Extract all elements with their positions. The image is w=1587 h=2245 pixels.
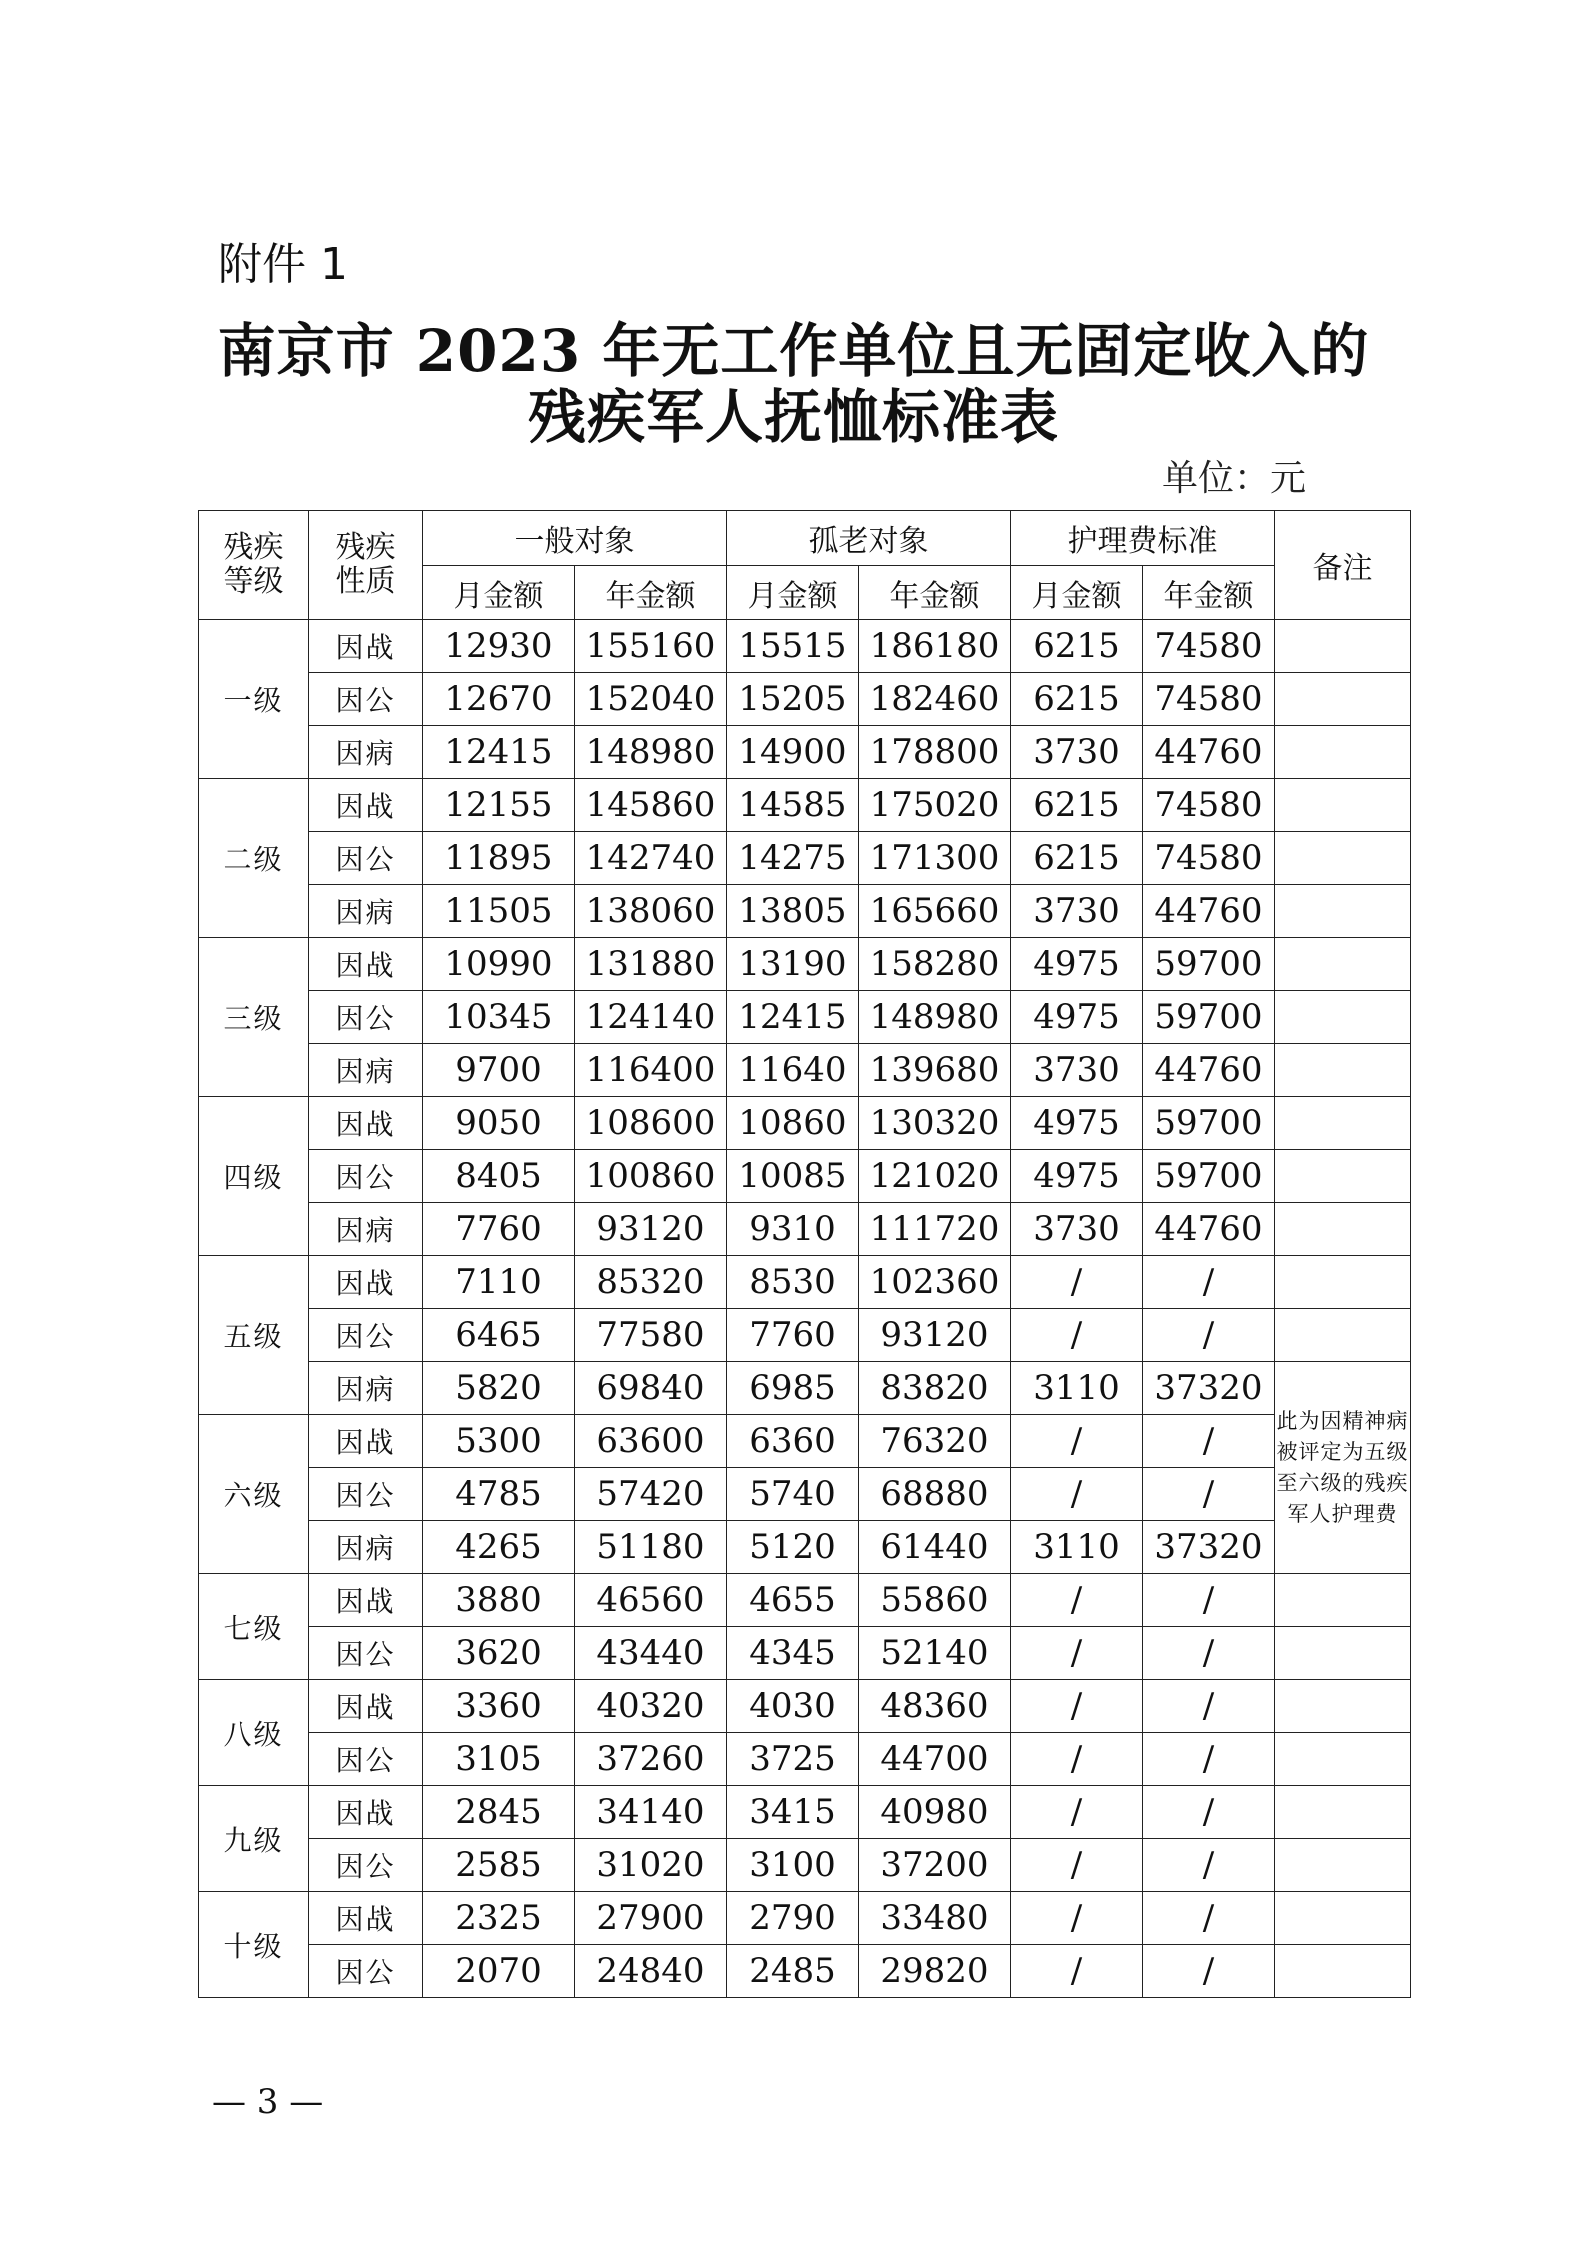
value-cell: 124140 bbox=[575, 991, 727, 1044]
remark-cell bbox=[1275, 673, 1411, 726]
value-cell: 3360 bbox=[423, 1680, 575, 1733]
value-cell: 15205 bbox=[727, 673, 859, 726]
value-cell: 3880 bbox=[423, 1574, 575, 1627]
grade-cell: 七级 bbox=[199, 1574, 309, 1680]
value-cell: 6360 bbox=[727, 1415, 859, 1468]
table-row bbox=[199, 991, 1411, 1044]
value-cell: / bbox=[1011, 1733, 1143, 1786]
value-cell: 4655 bbox=[727, 1574, 859, 1627]
value-cell: 3730 bbox=[1011, 1203, 1143, 1256]
table-row bbox=[199, 620, 1411, 673]
nature-cell: 因公 bbox=[309, 1468, 423, 1521]
nature-cell: 因公 bbox=[309, 1733, 423, 1786]
nature-cell: 因病 bbox=[309, 726, 423, 779]
value-cell: 55860 bbox=[859, 1574, 1011, 1627]
value-cell: / bbox=[1143, 1680, 1275, 1733]
value-cell: 171300 bbox=[859, 832, 1011, 885]
nature-cell: 因病 bbox=[309, 885, 423, 938]
table-row bbox=[199, 1627, 1411, 1680]
value-cell: 145860 bbox=[575, 779, 727, 832]
nature-cell: 因公 bbox=[309, 1150, 423, 1203]
value-cell: 2790 bbox=[727, 1892, 859, 1945]
header-general: 一般对象 bbox=[423, 511, 727, 566]
value-cell: 158280 bbox=[859, 938, 1011, 991]
value-cell: 116400 bbox=[575, 1044, 727, 1097]
value-cell: 165660 bbox=[859, 885, 1011, 938]
value-cell: 148980 bbox=[859, 991, 1011, 1044]
value-cell: 46560 bbox=[575, 1574, 727, 1627]
value-cell: 138060 bbox=[575, 885, 727, 938]
value-cell: 178800 bbox=[859, 726, 1011, 779]
value-cell: 12155 bbox=[423, 779, 575, 832]
value-cell: / bbox=[1011, 1468, 1143, 1521]
remark-cell bbox=[1275, 938, 1411, 991]
value-cell: 44760 bbox=[1143, 726, 1275, 779]
value-cell: 31020 bbox=[575, 1839, 727, 1892]
grade-cell: 九级 bbox=[199, 1786, 309, 1892]
table-row bbox=[199, 1468, 1411, 1521]
nature-cell: 因公 bbox=[309, 991, 423, 1044]
value-cell: 4030 bbox=[727, 1680, 859, 1733]
remark-cell bbox=[1275, 1044, 1411, 1097]
value-cell: 186180 bbox=[859, 620, 1011, 673]
remark-cell bbox=[1275, 1945, 1411, 1998]
value-cell: 5300 bbox=[423, 1415, 575, 1468]
remark-cell bbox=[1275, 1680, 1411, 1733]
value-cell: / bbox=[1143, 1309, 1275, 1362]
remark-cell bbox=[1275, 832, 1411, 885]
nature-cell: 因战 bbox=[309, 1786, 423, 1839]
value-cell: 74580 bbox=[1143, 832, 1275, 885]
value-cell: 3730 bbox=[1011, 726, 1143, 779]
value-cell: 3105 bbox=[423, 1733, 575, 1786]
value-cell: 9310 bbox=[727, 1203, 859, 1256]
value-cell: 68880 bbox=[859, 1468, 1011, 1521]
value-cell: 182460 bbox=[859, 673, 1011, 726]
value-cell: / bbox=[1011, 1786, 1143, 1839]
nature-cell: 因战 bbox=[309, 620, 423, 673]
nature-cell: 因公 bbox=[309, 832, 423, 885]
value-cell: 108600 bbox=[575, 1097, 727, 1150]
page-number: — 3 — bbox=[212, 2082, 324, 2122]
nature-cell: 因公 bbox=[309, 1945, 423, 1998]
value-cell: 130320 bbox=[859, 1097, 1011, 1150]
nature-cell: 因病 bbox=[309, 1521, 423, 1574]
value-cell: 4975 bbox=[1011, 1097, 1143, 1150]
table-row bbox=[199, 1680, 1411, 1733]
value-cell: 6215 bbox=[1011, 673, 1143, 726]
value-cell: / bbox=[1143, 1468, 1275, 1521]
header-nursing-annual: 年金额 bbox=[1143, 566, 1275, 620]
remark-cell bbox=[1275, 1733, 1411, 1786]
value-cell: 4345 bbox=[727, 1627, 859, 1680]
document-title bbox=[0, 318, 1587, 450]
table-row bbox=[199, 885, 1411, 938]
value-cell: 4975 bbox=[1011, 991, 1143, 1044]
value-cell: 2070 bbox=[423, 1945, 575, 1998]
value-cell: 14275 bbox=[727, 832, 859, 885]
value-cell: 2325 bbox=[423, 1892, 575, 1945]
value-cell: 5740 bbox=[727, 1468, 859, 1521]
table-row bbox=[199, 779, 1411, 832]
value-cell: 102360 bbox=[859, 1256, 1011, 1309]
value-cell: 59700 bbox=[1143, 1150, 1275, 1203]
value-cell: 40320 bbox=[575, 1680, 727, 1733]
value-cell: 111720 bbox=[859, 1203, 1011, 1256]
header-grade: 残疾 等级 bbox=[199, 511, 309, 620]
value-cell: 11505 bbox=[423, 885, 575, 938]
header-elderly: 孤老对象 bbox=[727, 511, 1011, 566]
value-cell: 61440 bbox=[859, 1521, 1011, 1574]
value-cell: 59700 bbox=[1143, 938, 1275, 991]
value-cell: 76320 bbox=[859, 1415, 1011, 1468]
grade-cell: 六级 bbox=[199, 1415, 309, 1574]
value-cell: 59700 bbox=[1143, 991, 1275, 1044]
header-elderly-annual: 年金额 bbox=[859, 566, 1011, 620]
table-row bbox=[199, 1733, 1411, 1786]
value-cell: / bbox=[1011, 1309, 1143, 1362]
table-row bbox=[199, 832, 1411, 885]
value-cell: 63600 bbox=[575, 1415, 727, 1468]
value-cell: 43440 bbox=[575, 1627, 727, 1680]
value-cell: 6985 bbox=[727, 1362, 859, 1415]
table-row bbox=[199, 1521, 1411, 1574]
value-cell: / bbox=[1011, 1892, 1143, 1945]
value-cell: 44760 bbox=[1143, 1044, 1275, 1097]
nature-cell: 因战 bbox=[309, 1574, 423, 1627]
value-cell: 37260 bbox=[575, 1733, 727, 1786]
value-cell: 10085 bbox=[727, 1150, 859, 1203]
nature-cell: 因公 bbox=[309, 1309, 423, 1362]
value-cell: 3415 bbox=[727, 1786, 859, 1839]
value-cell: / bbox=[1011, 1415, 1143, 1468]
value-cell: 15515 bbox=[727, 620, 859, 673]
value-cell: 5820 bbox=[423, 1362, 575, 1415]
value-cell: 8530 bbox=[727, 1256, 859, 1309]
value-cell: 3100 bbox=[727, 1839, 859, 1892]
value-cell: 3620 bbox=[423, 1627, 575, 1680]
value-cell: 8405 bbox=[423, 1150, 575, 1203]
grade-cell: 四级 bbox=[199, 1097, 309, 1256]
value-cell: 2845 bbox=[423, 1786, 575, 1839]
value-cell: 74580 bbox=[1143, 620, 1275, 673]
value-cell: 4975 bbox=[1011, 1150, 1143, 1203]
value-cell: 121020 bbox=[859, 1150, 1011, 1203]
remark-cell bbox=[1275, 1150, 1411, 1203]
value-cell: 152040 bbox=[575, 673, 727, 726]
value-cell: / bbox=[1011, 1680, 1143, 1733]
value-cell: 2585 bbox=[423, 1839, 575, 1892]
value-cell: 6465 bbox=[423, 1309, 575, 1362]
remark-cell bbox=[1275, 1892, 1411, 1945]
value-cell: 2485 bbox=[727, 1945, 859, 1998]
nature-cell: 因战 bbox=[309, 1097, 423, 1150]
value-cell: 4975 bbox=[1011, 938, 1143, 991]
nature-cell: 因病 bbox=[309, 1362, 423, 1415]
value-cell: 4785 bbox=[423, 1468, 575, 1521]
value-cell: 83820 bbox=[859, 1362, 1011, 1415]
remark-cell bbox=[1275, 1786, 1411, 1839]
value-cell: / bbox=[1143, 1892, 1275, 1945]
table-row bbox=[199, 726, 1411, 779]
nature-cell: 因公 bbox=[309, 673, 423, 726]
table-row bbox=[199, 1309, 1411, 1362]
value-cell: 51180 bbox=[575, 1521, 727, 1574]
value-cell: 85320 bbox=[575, 1256, 727, 1309]
value-cell: 3110 bbox=[1011, 1521, 1143, 1574]
value-cell: 6215 bbox=[1011, 779, 1143, 832]
value-cell: 100860 bbox=[575, 1150, 727, 1203]
nature-cell: 因战 bbox=[309, 1680, 423, 1733]
table-row bbox=[199, 1892, 1411, 1945]
value-cell: 27900 bbox=[575, 1892, 727, 1945]
remark-cell bbox=[1275, 1097, 1411, 1150]
value-cell: 175020 bbox=[859, 779, 1011, 832]
value-cell: 44700 bbox=[859, 1733, 1011, 1786]
table-row bbox=[199, 1786, 1411, 1839]
value-cell: 4265 bbox=[423, 1521, 575, 1574]
remark-cell bbox=[1275, 620, 1411, 673]
remark-cell bbox=[1275, 1574, 1411, 1627]
header-general-monthly: 月金额 bbox=[423, 566, 575, 620]
value-cell: / bbox=[1011, 1256, 1143, 1309]
remark-cell bbox=[1275, 1256, 1411, 1309]
nature-cell: 因病 bbox=[309, 1044, 423, 1097]
remark-cell bbox=[1275, 991, 1411, 1044]
table-row bbox=[199, 938, 1411, 991]
nature-cell: 因病 bbox=[309, 1203, 423, 1256]
nature-cell: 因公 bbox=[309, 1627, 423, 1680]
value-cell: 37200 bbox=[859, 1839, 1011, 1892]
value-cell: 44760 bbox=[1143, 1203, 1275, 1256]
value-cell: 10860 bbox=[727, 1097, 859, 1150]
value-cell: 13190 bbox=[727, 938, 859, 991]
nature-cell: 因战 bbox=[309, 779, 423, 832]
value-cell: 69840 bbox=[575, 1362, 727, 1415]
value-cell: / bbox=[1143, 1415, 1275, 1468]
table-row bbox=[199, 1362, 1411, 1415]
title-line-1: 南京市 2023 年无工作单位且无固定收入的 bbox=[217, 317, 1370, 385]
value-cell: 131880 bbox=[575, 938, 727, 991]
value-cell: / bbox=[1143, 1627, 1275, 1680]
table-row bbox=[199, 1945, 1411, 1998]
remark-cell bbox=[1275, 1627, 1411, 1680]
value-cell: 9050 bbox=[423, 1097, 575, 1150]
value-cell: 93120 bbox=[859, 1309, 1011, 1362]
value-cell: 148980 bbox=[575, 726, 727, 779]
header-remark: 备注 bbox=[1275, 511, 1411, 620]
remark-cell bbox=[1275, 1309, 1411, 1362]
table-row bbox=[199, 1256, 1411, 1309]
table-row bbox=[199, 1839, 1411, 1892]
table-row bbox=[199, 1574, 1411, 1627]
title-line-2: 残疾军人抚恤标准表 bbox=[527, 383, 1059, 451]
grade-cell: 八级 bbox=[199, 1680, 309, 1786]
value-cell: 3725 bbox=[727, 1733, 859, 1786]
value-cell: 7760 bbox=[423, 1203, 575, 1256]
value-cell: 11895 bbox=[423, 832, 575, 885]
nature-cell: 因战 bbox=[309, 1892, 423, 1945]
grade-cell: 一级 bbox=[199, 620, 309, 779]
value-cell: 74580 bbox=[1143, 673, 1275, 726]
value-cell: 77580 bbox=[575, 1309, 727, 1362]
value-cell: 52140 bbox=[859, 1627, 1011, 1680]
value-cell: 7760 bbox=[727, 1309, 859, 1362]
value-cell: / bbox=[1143, 1945, 1275, 1998]
value-cell: 3110 bbox=[1011, 1362, 1143, 1415]
value-cell: / bbox=[1011, 1945, 1143, 1998]
header-nursing: 护理费标准 bbox=[1011, 511, 1275, 566]
value-cell: / bbox=[1143, 1256, 1275, 1309]
remark-cell bbox=[1275, 885, 1411, 938]
table-row bbox=[199, 1150, 1411, 1203]
header-nature: 残疾 性质 bbox=[309, 511, 423, 620]
table-row bbox=[199, 1203, 1411, 1256]
value-cell: 37320 bbox=[1143, 1362, 1275, 1415]
nature-cell: 因公 bbox=[309, 1839, 423, 1892]
value-cell: 139680 bbox=[859, 1044, 1011, 1097]
value-cell: / bbox=[1011, 1574, 1143, 1627]
value-cell: / bbox=[1143, 1839, 1275, 1892]
value-cell: 44760 bbox=[1143, 885, 1275, 938]
value-cell: / bbox=[1143, 1786, 1275, 1839]
header-nursing-monthly: 月金额 bbox=[1011, 566, 1143, 620]
value-cell: 59700 bbox=[1143, 1097, 1275, 1150]
value-cell: / bbox=[1011, 1839, 1143, 1892]
table-row bbox=[199, 1097, 1411, 1150]
value-cell: 9700 bbox=[423, 1044, 575, 1097]
value-cell: 37320 bbox=[1143, 1521, 1275, 1574]
table-row bbox=[199, 673, 1411, 726]
value-cell: 7110 bbox=[423, 1256, 575, 1309]
value-cell: 10990 bbox=[423, 938, 575, 991]
value-cell: 3730 bbox=[1011, 885, 1143, 938]
header-general-annual: 年金额 bbox=[575, 566, 727, 620]
attachment-label: 附件 1 bbox=[218, 239, 348, 290]
remark-cell bbox=[1275, 1203, 1411, 1256]
value-cell: 12930 bbox=[423, 620, 575, 673]
value-cell: 11640 bbox=[727, 1044, 859, 1097]
value-cell: 12670 bbox=[423, 673, 575, 726]
nature-cell: 因战 bbox=[309, 938, 423, 991]
value-cell: 10345 bbox=[423, 991, 575, 1044]
grade-cell: 三级 bbox=[199, 938, 309, 1097]
value-cell: 13805 bbox=[727, 885, 859, 938]
value-cell: 48360 bbox=[859, 1680, 1011, 1733]
grade-cell: 二级 bbox=[199, 779, 309, 938]
unit-label: 单位：元 bbox=[1162, 458, 1307, 499]
value-cell: 29820 bbox=[859, 1945, 1011, 1998]
value-cell: 6215 bbox=[1011, 620, 1143, 673]
value-cell: / bbox=[1143, 1733, 1275, 1786]
grade-cell: 十级 bbox=[199, 1892, 309, 1998]
value-cell: 12415 bbox=[727, 991, 859, 1044]
pension-standard-table bbox=[198, 510, 1411, 1998]
value-cell: 24840 bbox=[575, 1945, 727, 1998]
value-cell: 142740 bbox=[575, 832, 727, 885]
value-cell: 40980 bbox=[859, 1786, 1011, 1839]
grade-cell: 五级 bbox=[199, 1256, 309, 1415]
header-elderly-monthly: 月金额 bbox=[727, 566, 859, 620]
remark-cell bbox=[1275, 779, 1411, 832]
remark-cell bbox=[1275, 726, 1411, 779]
value-cell: 6215 bbox=[1011, 832, 1143, 885]
value-cell: 155160 bbox=[575, 620, 727, 673]
value-cell: 5120 bbox=[727, 1521, 859, 1574]
remark-cell bbox=[1275, 1839, 1411, 1892]
table-row bbox=[199, 1044, 1411, 1097]
value-cell: / bbox=[1011, 1627, 1143, 1680]
table-row bbox=[199, 1415, 1411, 1468]
value-cell: 14900 bbox=[727, 726, 859, 779]
nature-cell: 因战 bbox=[309, 1256, 423, 1309]
value-cell: / bbox=[1143, 1574, 1275, 1627]
value-cell: 14585 bbox=[727, 779, 859, 832]
value-cell: 74580 bbox=[1143, 779, 1275, 832]
value-cell: 34140 bbox=[575, 1786, 727, 1839]
value-cell: 93120 bbox=[575, 1203, 727, 1256]
value-cell: 57420 bbox=[575, 1468, 727, 1521]
value-cell: 3730 bbox=[1011, 1044, 1143, 1097]
value-cell: 33480 bbox=[859, 1892, 1011, 1945]
nature-cell: 因战 bbox=[309, 1415, 423, 1468]
value-cell: 12415 bbox=[423, 726, 575, 779]
remark-note: 此为因精神病被评定为五级至六级的残疾军人护理费 bbox=[1275, 1362, 1411, 1574]
